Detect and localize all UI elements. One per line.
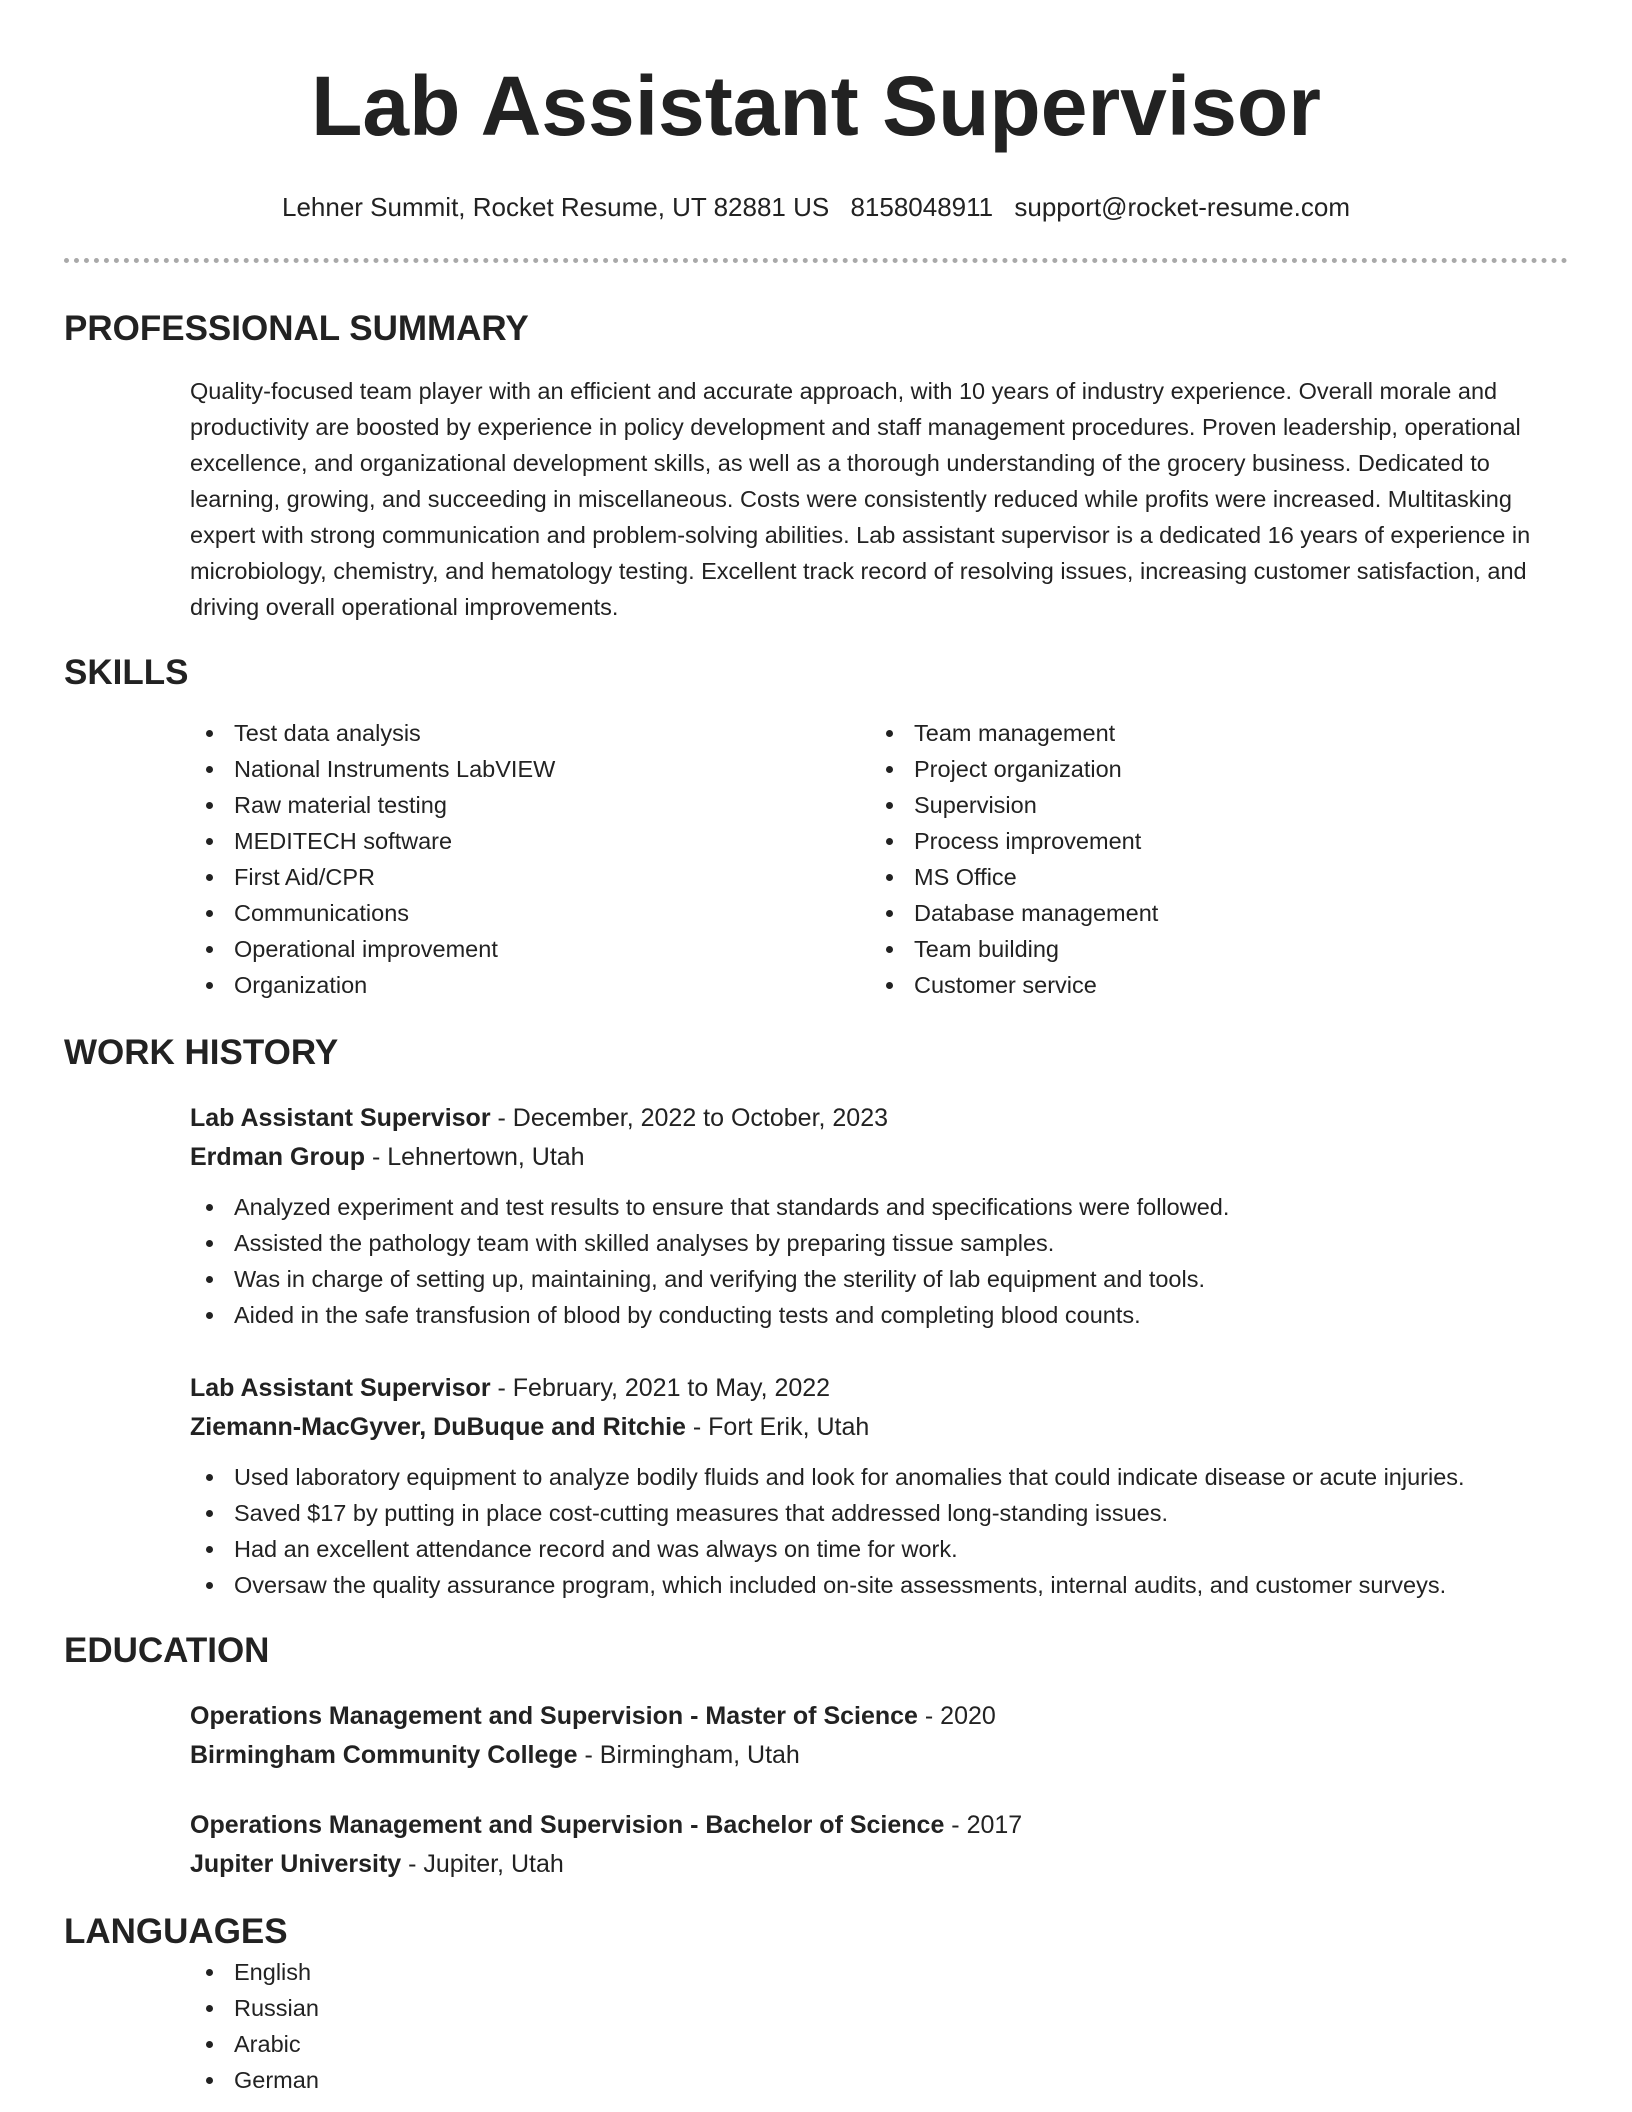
- job-role: Lab Assistant Supervisor: [190, 1104, 491, 1132]
- job-duty: Aided in the safe transfusion of blood by conducting tests and completing blood counts.: [190, 1297, 1556, 1333]
- skill-item: Communications: [190, 895, 870, 931]
- summary-section: [64, 373, 1568, 625]
- job-duty: Assisted the pathology team with skilled analyses by preparing tissue samples.: [190, 1225, 1556, 1261]
- resume-name: Lab Assistant Supervisor: [311, 59, 1321, 153]
- work-history-section: [64, 1099, 1568, 1603]
- skill-item: Process improvement: [870, 823, 1550, 859]
- skills-column-left: [190, 715, 870, 1003]
- skills-heading: SKILLS: [64, 653, 189, 692]
- job-company: Erdman Group: [190, 1143, 366, 1171]
- languages-list: [190, 1954, 1556, 2098]
- skill-item: Project organization: [870, 751, 1550, 787]
- school-line: [190, 1845, 1556, 1884]
- school-line: [190, 1736, 1556, 1775]
- job-duty: Analyzed experiment and test results to ensure that standards and specifications were followed.: [190, 1189, 1556, 1225]
- job-location: - Lehnertown, Utah: [365, 1143, 585, 1171]
- job-entry: [190, 1099, 1556, 1333]
- job-title-line: [190, 1369, 1556, 1408]
- skill-item: Customer service: [870, 967, 1550, 1003]
- school-location: - Jupiter, Utah: [401, 1850, 564, 1878]
- skill-item: Test data analysis: [190, 715, 870, 751]
- job-entry: [190, 1369, 1556, 1603]
- job-duty: Used laboratory equipment to analyze bodily fluids and look for anomalies that could indicate disease or acute injuries.: [190, 1459, 1556, 1495]
- languages-heading: LANGUAGES: [64, 1912, 288, 1951]
- job-title-line: [190, 1099, 1556, 1138]
- job-role: Lab Assistant Supervisor: [190, 1374, 491, 1402]
- language-item: English: [190, 1954, 1556, 1990]
- job-dates: - December, 2022 to October, 2023: [490, 1104, 889, 1132]
- contact-line: [64, 190, 1568, 224]
- job-location: - Fort Erik, Utah: [685, 1413, 870, 1441]
- skill-item: Raw material testing: [190, 787, 870, 823]
- language-item: German: [190, 2062, 1556, 2098]
- education-entry: [190, 1806, 1556, 1884]
- skill-item: Database management: [870, 895, 1550, 931]
- skill-item: Team management: [870, 715, 1550, 751]
- skill-item: MS Office: [870, 859, 1550, 895]
- job-duty: Was in charge of setting up, maintaining, and verifying the sterility of lab equipment and tools.: [190, 1261, 1556, 1297]
- job-duties-list: [190, 1459, 1556, 1603]
- school-location: - Birmingham, Utah: [577, 1741, 800, 1769]
- degree-year: - 2020: [917, 1702, 996, 1730]
- job-duties-list: [190, 1189, 1556, 1333]
- job-company-line: [190, 1408, 1556, 1447]
- skill-item: Organization: [190, 967, 870, 1003]
- contact-email: support@rocket-resume.com: [1014, 192, 1350, 222]
- education-entry: [190, 1697, 1556, 1775]
- skills-column-right: [870, 715, 1550, 1003]
- skill-item: National Instruments LabVIEW: [190, 751, 870, 787]
- language-item: Russian: [190, 1990, 1556, 2026]
- degree-line: [190, 1697, 1556, 1736]
- skills-section: [64, 715, 1568, 1003]
- languages-section: [64, 1954, 1568, 2098]
- degree-line: [190, 1806, 1556, 1845]
- skill-item: First Aid/CPR: [190, 859, 870, 895]
- job-dates: - February, 2021 to May, 2022: [490, 1374, 831, 1402]
- degree-year: - 2017: [944, 1811, 1023, 1839]
- skill-item: MEDITECH software: [190, 823, 870, 859]
- school-name: Jupiter University: [190, 1850, 402, 1878]
- skills-list-left: [190, 715, 870, 1003]
- education-section: [64, 1697, 1568, 1884]
- summary-text: Quality-focused team player with an efficient and accurate approach, with 10 years of industry experience. Overall morale and productivity are boosted by experience in policy development and staff management procedures. Proven leadership, operational excellence, and organizational development skills, as well as a thorough understanding of the grocery business. Dedicated to learning, growing, and succeeding in miscellaneous. Costs were consistently reduced while profits were increased. Multitasking expert with strong communication and problem-solving abilities. Lab assistant supervisor is a dedicated 16 years of experience in microbiology, chemistry, and hematology testing. Excellent track record of resolving issues, increasing customer satisfaction, and driving overall operational improvements.: [190, 378, 1531, 620]
- summary-heading: PROFESSIONAL SUMMARY: [64, 309, 529, 348]
- contact-phone: 8158048911: [850, 192, 994, 222]
- skill-item: Operational improvement: [190, 931, 870, 967]
- job-duty: Had an excellent attendance record and was always on time for work.: [190, 1531, 1556, 1567]
- skill-item: Supervision: [870, 787, 1550, 823]
- header-divider: [64, 258, 1568, 263]
- language-item: Arabic: [190, 2026, 1556, 2062]
- job-duty: Oversaw the quality assurance program, which included on-site assessments, internal audits, and customer surveys.: [190, 1567, 1556, 1603]
- job-company: Ziemann-MacGyver, DuBuque and Ritchie: [190, 1413, 686, 1441]
- skills-list-right: [870, 715, 1550, 1003]
- education-heading: EDUCATION: [64, 1631, 270, 1670]
- school-name: Birmingham Community College: [190, 1741, 578, 1769]
- skills-grid: [190, 715, 1556, 1003]
- contact-address: Lehner Summit, Rocket Resume, UT 82881 US: [282, 192, 830, 222]
- skill-item: Team building: [870, 931, 1550, 967]
- job-company-line: [190, 1138, 1556, 1177]
- degree-name: Operations Management and Supervision - Bachelor of Science: [190, 1811, 945, 1839]
- degree-name: Operations Management and Supervision - Master of Science: [190, 1702, 918, 1730]
- work-history-heading: WORK HISTORY: [64, 1033, 339, 1072]
- job-duty: Saved $17 by putting in place cost-cutting measures that addressed long-standing issues.: [190, 1495, 1556, 1531]
